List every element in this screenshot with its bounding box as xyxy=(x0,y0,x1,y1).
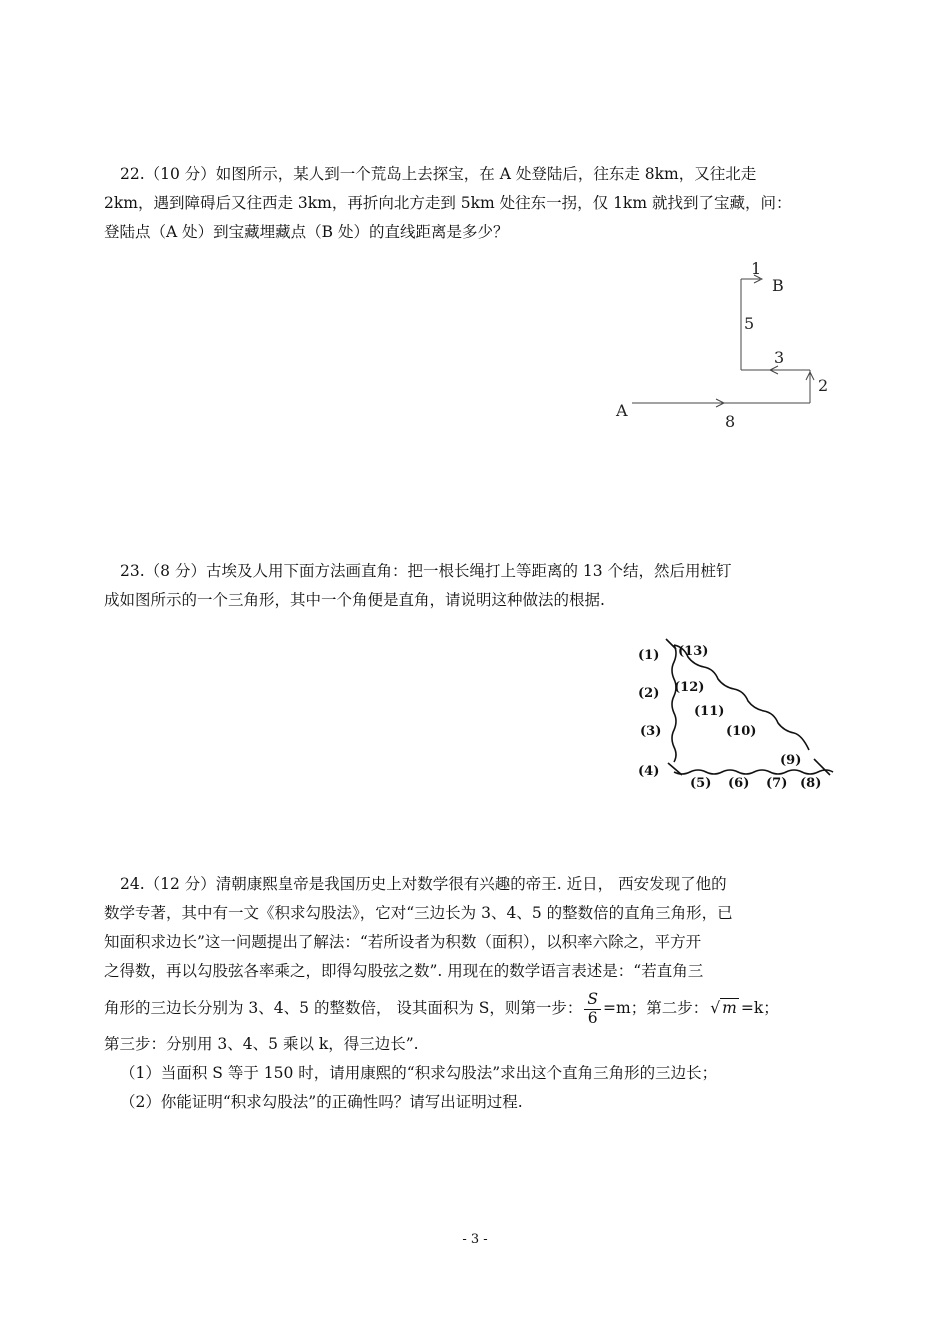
knot-label-4: (4) xyxy=(638,764,660,779)
q24-line-5-mid: =m；第二步： xyxy=(603,999,709,1017)
sqrt-m xyxy=(710,986,739,1030)
knot-label-3: (3) xyxy=(640,724,662,739)
q24-line-5 xyxy=(104,986,864,1030)
q22-line-2: 2km，遇到障碍后又往西走 3km，再折向北方走到 5km 处往东一拐，仅 1km 就找到了宝藏，问： xyxy=(104,194,792,212)
question-24 xyxy=(104,870,864,1117)
q24-line-2: 数学专著，其中有一文《积求勾股法》，它对“三边长为 3、4、5 的整数倍的直角三角形，已 xyxy=(104,904,733,922)
label-B: B xyxy=(772,276,784,295)
knot-label-13: (13) xyxy=(678,644,709,659)
q24-line-3: 知面积求边长”这一问题提出了解法：“若所设者为积数（面积），以积率六除之，平方开 xyxy=(104,933,702,951)
q24-sub-2: （2）你能证明“积求勾股法”的正确性吗？请写出证明过程. xyxy=(120,1093,523,1111)
fraction-s-over-6 xyxy=(584,991,601,1026)
knot-label-12: (12) xyxy=(674,680,705,695)
knot-label-9: (9) xyxy=(780,753,802,768)
knot-label-11: (11) xyxy=(694,704,725,719)
q23-line-1: 23.（8 分）古埃及人用下面方法画直角：把一根长绳打上等距离的 13 个结，然后用桩钉 xyxy=(120,562,732,580)
label-8: 8 xyxy=(725,412,736,431)
stake-top-icon xyxy=(666,639,676,649)
knot-label-8: (8) xyxy=(800,776,822,791)
label-1: 1 xyxy=(751,259,762,278)
question-22 xyxy=(104,160,864,247)
rope-vertical xyxy=(672,645,676,762)
q24-sub-1: （1）当面积 S 等于 150 时，请用康熙的“积求勾股法”求出这个直角三角形的三边长； xyxy=(120,1064,718,1082)
knot-label-5: (5) xyxy=(690,776,712,791)
knot-label-10: (10) xyxy=(726,724,757,739)
sqrt-radicand: m xyxy=(722,999,737,1017)
knot-label-2: (2) xyxy=(638,686,660,701)
q24-line-1: 24.（12 分）清朝康熙皇帝是我国历史上对数学很有兴趣的帝王. 近日， 西安发现了他的 xyxy=(120,875,727,893)
knot-label-7: (7) xyxy=(766,776,788,791)
fraction-denominator: 6 xyxy=(587,1008,598,1027)
q24-line-4: 之得数，再以勾股弦各率乘之，即得勾股弦之数”. 用现在的数学语言表述是：“若直角三 xyxy=(104,962,704,980)
label-5: 5 xyxy=(744,314,755,333)
knot-label-6: (6) xyxy=(728,776,750,791)
fraction-numerator: S xyxy=(584,991,601,1009)
q23-knot-triangle-figure xyxy=(630,635,840,795)
page-number: - 3 - xyxy=(462,1232,488,1247)
sqrt-symbol: √ xyxy=(710,999,721,1017)
q22-line-3: 登陆点（A 处）到宝藏埋藏点（B 处）的直线距离是多少？ xyxy=(104,223,509,241)
q24-line-6: 第三步：分别用 3、4、5 乘以 k，得三边长”. xyxy=(104,1035,419,1053)
label-2: 2 xyxy=(818,376,829,395)
q22-path-figure xyxy=(600,250,860,440)
q24-line-5-post: =k； xyxy=(740,999,779,1017)
q22-line-1: 22.（10 分）如图所示，某人到一个荒岛上去探宝，在 A 处登陆后，往东走 8km，又往北走 xyxy=(120,165,757,183)
rope-horizontal xyxy=(674,770,833,774)
q23-line-2: 成如图所示的一个三角形，其中一个角便是直角，请说明这种做法的根据. xyxy=(104,591,605,609)
label-A: A xyxy=(616,401,628,420)
knot-label-1: (1) xyxy=(638,648,660,663)
q24-line-5-pre: 角形的三边长分别为 3、4、5 的整数倍， 设其面积为 S，则第一步： xyxy=(104,999,583,1017)
question-23 xyxy=(104,557,864,615)
label-3: 3 xyxy=(774,348,785,367)
